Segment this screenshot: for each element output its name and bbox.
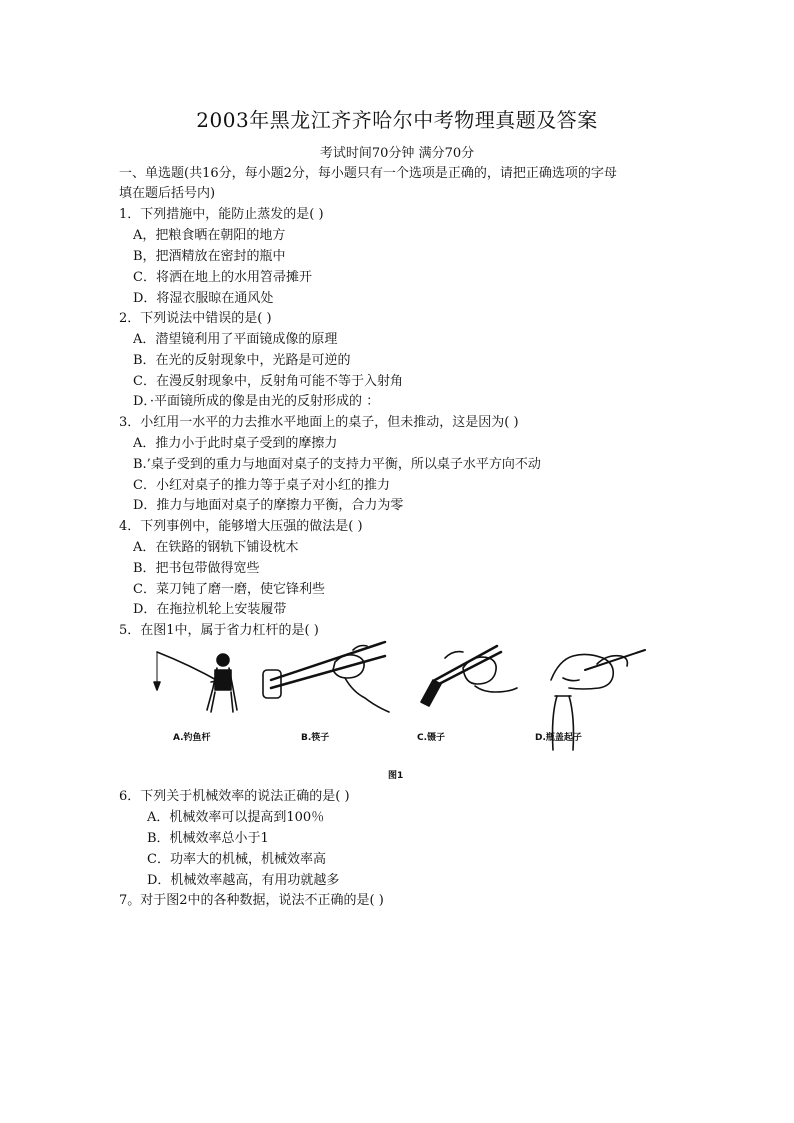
question-3-option-d: D．推力与地面对桌子的摩擦力平衡，合力为零 <box>133 498 404 513</box>
figure-1-caption-a: A.钓鱼杆 <box>173 733 211 743</box>
question-2-option-b: B．在光的反射现象中，光路是可逆的 <box>133 353 351 368</box>
figure-1-caption-b: B.筷子 <box>301 733 330 743</box>
question-4-option-c: C．菜刀钝了磨一磨，使它锋利些 <box>133 582 325 597</box>
question-4-option-d: D．在拖拉机轮上安装履带 <box>133 602 287 617</box>
question-1-option-a: A，把粮食晒在朝阳的地方 <box>133 228 286 243</box>
question-6-option-c: C．功率大的机械，机械效率高 <box>147 852 326 867</box>
question-7: 7。对于图2中的各种数据，说法不正确的是( ) <box>119 893 384 908</box>
question-4-option-b: B．把书包带做得宽些 <box>133 561 260 576</box>
exam-info: 考试时间70分钟 满分70分 <box>319 146 475 161</box>
question-5: 5．在图1中，属于省力杠杆的是( ) <box>119 623 319 638</box>
tweezers-illustration <box>421 646 517 706</box>
question-6-option-a: A．机械效率可以提高到100％ <box>147 810 325 825</box>
figure-1 <box>145 640 665 760</box>
figure-1-label: 图1 <box>388 771 404 781</box>
question-1-option-d: D．将湿衣服晾在通风处 <box>133 291 274 306</box>
question-2-option-a: A．潜望镜利用了平面镜成像的原理 <box>133 332 338 347</box>
figure-1-caption-d: D.瓶盖起子 <box>535 733 582 743</box>
figure-1-caption-c: C.镊子 <box>417 733 446 743</box>
question-3-option-a: A．推力小于此时桌子受到的摩擦力 <box>133 436 338 451</box>
figure-1-illustrations <box>145 640 665 760</box>
question-3: 3．小红用一水平的力去推水平地面上的桌子，但未推动，这是因为( ) <box>119 415 519 430</box>
section-heading-cont: 填在题后括号内) <box>119 186 216 201</box>
question-4-option-a: A．在铁路的钢轨下铺设枕木 <box>133 540 299 555</box>
question-1-option-c: C．将洒在地上的水用笤帚摊开 <box>133 270 312 285</box>
page-title: 2003年黑龙江齐齐哈尔中考物理真题及答案 <box>196 108 598 132</box>
question-3-option-b: B.’桌子受到的重力与地面对桌子的支持力平衡，所以桌子水平方向不动 <box>133 457 541 472</box>
question-6-option-d: D．机械效率越高，有用功就越多 <box>147 873 340 888</box>
question-6-option-b: B．机械效率总小于1 <box>147 831 269 846</box>
question-2-option-c: C．在漫反射现象中，反射角可能不等于入射角 <box>133 374 403 389</box>
chopsticks-illustration <box>263 642 389 712</box>
question-2-option-d: D．·平面镜所成的像是由光的反射形成的 ： <box>133 394 380 409</box>
question-1: 1．下列措施中，能防止蒸发的是( ) <box>119 207 324 222</box>
fishing-rod-illustration <box>154 652 237 712</box>
question-4: 4．下列事例中，能够增大压强的做法是( ) <box>119 519 363 534</box>
question-1-option-b: B，把酒精放在密封的瓶中 <box>133 249 286 264</box>
section-heading: 一、单选题(共16分，每小题2分，每小题只有一个选项是正确的，请把正确选项的字母 <box>119 166 617 181</box>
question-2: 2．下列说法中错误的是( ) <box>119 311 272 326</box>
question-6: 6．下列关于机械效率的说法正确的是( ) <box>119 789 350 804</box>
question-3-option-c: C．小红对桌子的推力等于桌子对小红的推力 <box>133 478 390 493</box>
